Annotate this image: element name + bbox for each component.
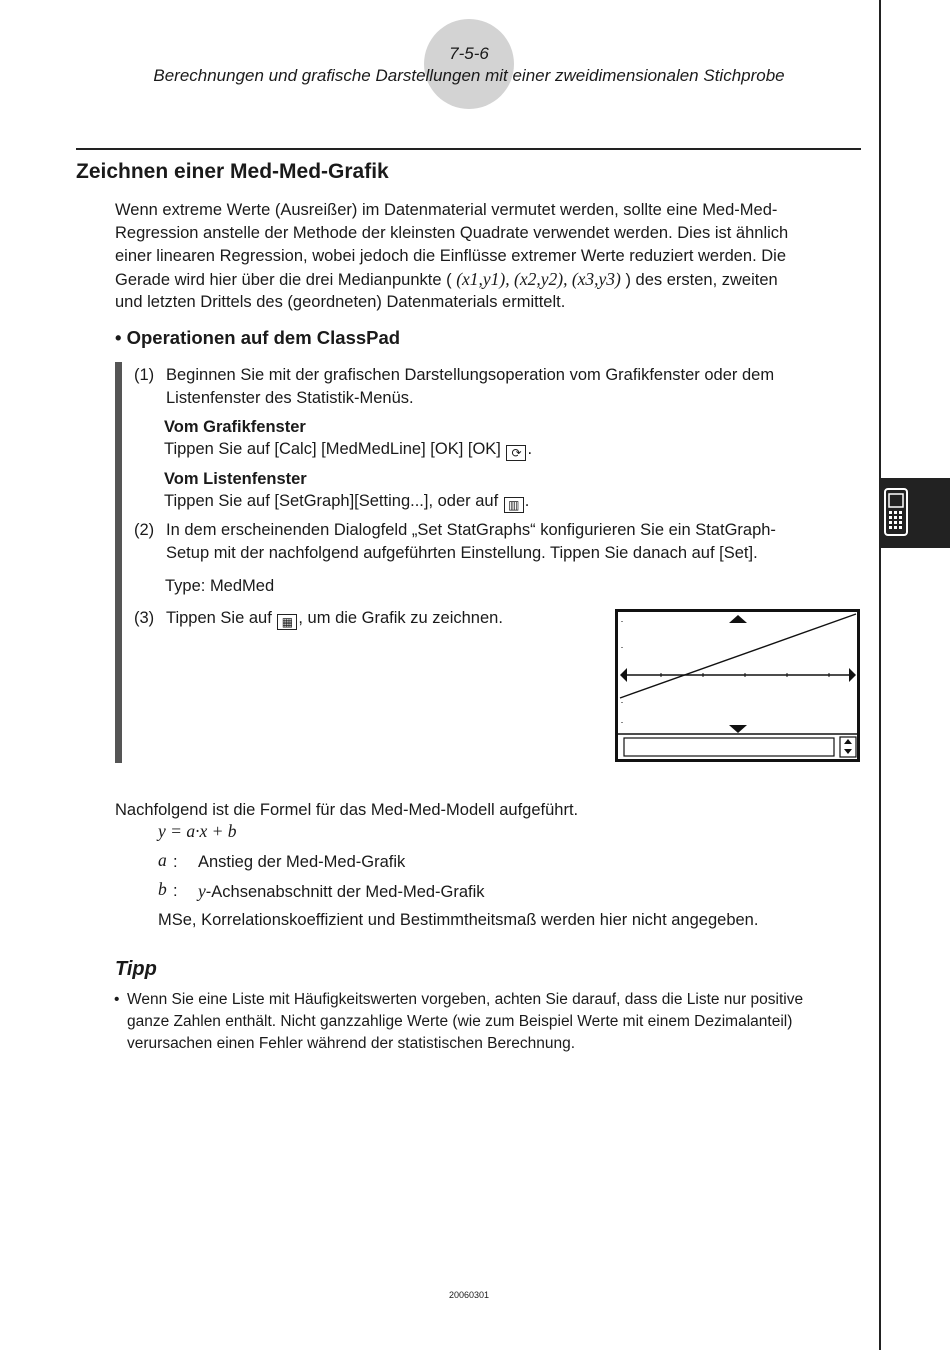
step-2-line-2: Setup mit der nachfolgend aufgeführten Einstellung. Tippen Sie danach auf [Set]. [166,544,758,562]
tip-line-2: ganze Zahlen enthält. Nicht ganzzahlige Werte (wie zum Beispiel Werte mit einem Dezimalanteil) [127,1013,793,1030]
graph-window-title: Vom Grafikfenster [164,418,306,436]
step-3-number: (3) [134,609,155,627]
graph-window-instruction [164,438,532,461]
intro-line-4-pre: Gerade wird hier über die drei Medianpunkte ( [115,271,457,289]
tip-bullet: • [114,991,120,1008]
scroll-up-icon [729,615,747,623]
redraw-icon: ⟳ [506,445,526,461]
step-1-line-2: Listenfenster des Statistik-Menüs. [166,389,414,407]
intro-line-3: einer linearen Regression, wobei jedoch die Einflüsse extremer Werte reduziert werden. Die [115,247,787,265]
page-number: 7-5-6 [449,44,489,63]
step-3-post: , um die Grafik zu zeichnen. [298,609,503,627]
tip-line-3: verursachen einen Fehler während der statistischen Berechnung. [127,1035,576,1052]
intro-line-2: Regression anstelle der Methode der kleinsten Quadrate verwendet werden. Dies ist ähnlich [115,224,789,242]
step-1-line-1: Beginnen Sie mit der grafischen Darstellungsoperation vom Grafikfenster oder dem [166,366,775,384]
graph-window-text: Tippen Sie auf [Calc] [MedMedLine] [OK] [OK] [164,440,506,458]
intro-line-4 [115,268,875,292]
tip-title: Tipp [115,958,157,980]
b-colon: : [173,882,178,900]
intro-line-4-post: ) des ersten, zweiten [620,271,778,289]
step-1-number: (1) [134,366,155,384]
med-med-graph [618,612,857,759]
intro-line-1: Wenn extreme Werte (Ausreißer) im Datenmaterial vermutet werden, sollte eine Med-Med- [115,201,778,219]
entry-box [624,738,834,756]
step-3-line [166,607,503,630]
axis-ticks [622,621,829,723]
b-description-var: y [198,881,206,901]
step-3-pre: Tippen Sie auf [166,609,277,627]
arrow-up-icon [844,739,852,744]
calculator-screen [615,609,860,762]
tip-line-1: Wenn Sie eine Liste mit Häufigkeitswerten vorgeben, achten Sie darauf, dass die Liste nur positive [127,991,804,1008]
graph-window-end: . [527,440,533,458]
a-symbol: a [158,850,167,870]
list-window-text: Tippen Sie auf [SetGraph][Setting...], oder auf [164,492,503,510]
operations-sidebar [115,362,122,763]
b-description-line [198,880,485,904]
section-rule [76,148,861,150]
page-number-circle [424,19,514,109]
calculator-icon [881,478,950,548]
a-colon: : [173,853,178,871]
arrow-down-icon [844,749,852,754]
formula-note: MSe, Korrelationskoeffizient und Bestimmtheitsmaß werden hier nicht angegeben. [158,911,759,929]
list-window-title: Vom Listenfenster [164,470,307,488]
type-setting: Type: MedMed [165,577,275,595]
list-window-instruction [164,490,529,513]
a-description: Anstieg der Med-Med-Grafik [198,853,406,871]
step-2-line-1: In dem erscheinenden Dialogfeld „Set StatGraphs“ konfigurieren Sie ein StatGraph- [166,521,776,539]
operations-title: • Operationen auf dem ClassPad [115,327,401,348]
stat-setting-icon: ▥ [504,497,524,513]
b-description: -Achsenabschnitt der Med-Med-Grafik [205,883,485,901]
section-title: Zeichnen einer Med-Med-Grafik [76,160,389,183]
scroll-left-icon [620,668,627,682]
margin-rule [879,0,881,1350]
b-symbol: b [158,879,167,899]
med-med-line [620,614,856,698]
stat-graph-icon: ▦ [277,614,297,630]
scroll-right-icon [849,668,856,682]
median-points: (x1,y1), (x2,y2), (x3,y3) [456,269,621,289]
step-2-number: (2) [134,521,155,539]
chapter-subtitle: Berechnungen und grafische Darstellungen mit einer zweidimensionalen Stichprobe [153,66,785,85]
list-window-end: . [524,492,530,510]
formula-intro: Nachfolgend ist die Formel für das Med-Med-Modell aufgeführt. [115,801,579,819]
footer-code: 20060301 [448,1290,490,1300]
chapter-tab [881,478,950,548]
intro-line-5: und letzten Drittels des (geordneten) Datenmaterials ermittelt. [115,293,566,311]
formula-equation: y = a·x + b [158,821,237,841]
scroll-down-icon [729,725,747,733]
